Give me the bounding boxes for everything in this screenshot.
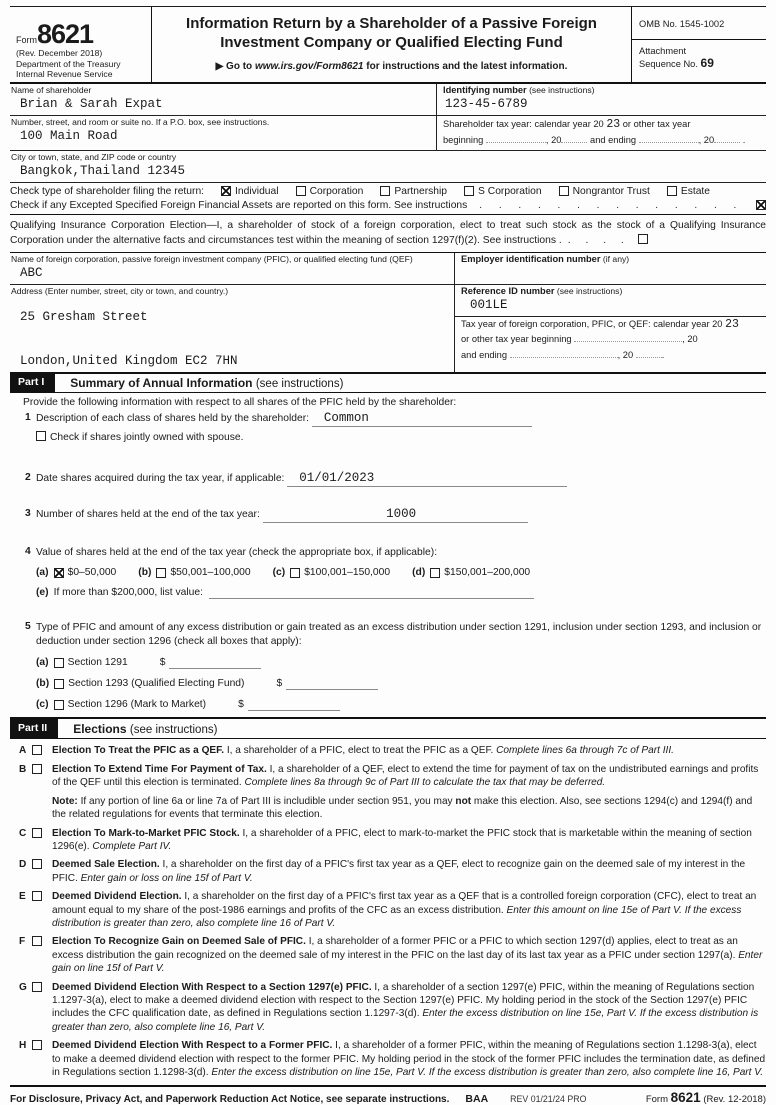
line5c-dollar-sign: $ [238,699,244,710]
fc-trailing-period: . [661,349,665,360]
qic-election-paragraph [10,215,766,253]
foreign-corp-name-label: Name of foreign corporation, passive foreign investment company (PFIC), or qualified electing fund (QEF) [11,253,413,264]
line4c-key: (c) [272,567,286,578]
line2 [10,472,766,487]
shareholder-street-row [10,116,766,151]
comma-20-b: , 20 [698,134,715,145]
identifying-number-field[interactable]: 123-45-6789 [445,96,528,111]
election-d-checkbox[interactable] [32,859,42,869]
election-a-text [52,744,766,758]
line5 [10,621,766,712]
part1-title-bold: Summary of Annual Information [70,376,256,390]
line4-option-a[interactable] [54,566,117,580]
election-f-letter: F [19,936,26,948]
shareholder-name-label: Name of shareholder [11,84,92,95]
foreign-corp-taxyear-label: Tax year of foreign corporation, PFIC, or QEF: calendar year 20 [461,318,723,329]
election-h-checkbox[interactable] [32,1040,42,1050]
reference-id-label-bold: Reference ID number [461,285,555,296]
foreign-corp-taxyear-cell [455,316,766,365]
line4-option-b[interactable] [156,566,250,580]
reference-id-note: (see instructions) [554,285,623,296]
election-h-title: Deemed Dividend Election With Respect to a Former PFIC. [52,1040,333,1052]
election-a-letter: A [19,744,27,756]
line4b-key: (b) [138,567,152,578]
shareholder-taxyear-label: Shareholder tax year: calendar year 20 [443,118,604,129]
estate-checkbox[interactable] [667,186,677,196]
line5-option-b[interactable] [54,677,244,691]
election-g-letter: G [19,981,27,993]
line3-entry[interactable] [263,508,528,523]
election-a-italic: Complete lines 6a through 7c of Part III. [496,744,674,756]
jointly-owned-checkbox[interactable] [36,431,46,441]
election-f-title: Election To Recognize Gain on Deemed Sale of PFIC. [52,936,306,948]
line2-value: 01/01/2023 [299,471,375,485]
value-range-c-checkbox[interactable] [290,568,300,578]
election-g-italic: Enter the excess distribution on line 15e, Part V. If the excess distribution is greater than zero, also complete line 16, Part V. [52,1008,759,1033]
omb-number: OMB No. 1545-1002 [632,7,766,40]
shareholder-taxyear-dates [443,132,766,148]
line4d-key: (d) [412,567,426,578]
election-d-italic: Enter gain or loss on line 15f of Part V. [80,872,253,884]
other-beginning-label: or other tax year beginning [461,333,572,344]
individual-label: Individual [235,185,279,197]
foreign-corp-other-beginning [461,331,766,347]
election-g-body: I, a shareholder of a section 1297(e) PFIC, within the meaning of Regulations section 1.1297-3(a), elect to make a deemed dividend election with respect to the Section 1297(e) PFIC. My holding period in the stock of the Section 1297(e) PFIC includes the CFC qualification date, as defined in Regulations section 1.1297-3(d). [52,981,755,1020]
election-g-checkbox[interactable] [32,982,42,992]
election-a [10,744,766,758]
part1-label: Part I [10,374,55,393]
line4e-entry[interactable] [209,587,534,599]
election-c-body: I, a shareholder of a PFIC, elect to mark-to-market the PFIC stock that is marketable within the meaning of section 1296(e). [52,827,752,852]
ein-field[interactable] [461,265,766,282]
baa-label: BAA [465,1093,489,1105]
reference-id-field[interactable]: 001LE [470,297,508,312]
footer-form-id [646,1090,766,1105]
note-bold-word: not [455,795,472,807]
street-field[interactable]: 100 Main Road [20,128,118,143]
footer-form-word: Form [645,1094,671,1105]
sequence-label: Sequence No. [639,59,701,69]
election-a-title: Election To Treat the PFIC as a QEF. [52,744,225,756]
value-range-b-label: $50,001–100,000 [170,567,251,578]
election-f-checkbox[interactable] [32,936,42,946]
dot-leaders: . . . . . . . . . . . . . . [479,199,744,211]
election-g [10,981,766,1035]
election-b-italic: Complete lines 8a through 9c of Part III to calculate the tax that may be deferred. [244,777,606,789]
s-corporation-label: S Corporation [478,185,542,197]
note-label: Note: [52,795,78,807]
form-title-line1: Information Return by a Shareholder of a Passive Foreign [186,15,597,32]
election-d-body: I, a shareholder on the first day of a PFIC's first tax year as a QEF, elect to recognize gain on the deemed sale of my interest in the PFIC. [52,859,746,884]
election-c-italic: Complete Part IV. [92,840,172,852]
line5a-dollar-sign: $ [159,657,166,668]
line5-option-a[interactable] [54,656,128,670]
section-1293-checkbox[interactable] [54,679,64,689]
form-revision: (Rev. December 2018) [16,48,103,58]
reference-id-label [461,286,766,297]
line4e-row [36,586,766,600]
nongrantor-trust-label: Nongrantor Trust [572,185,650,197]
filer-option-estate[interactable] [667,186,710,197]
election-e-checkbox[interactable] [32,891,42,901]
identifying-number-label-bold: Identifying number [443,84,527,95]
irs-line: Internal Revenue Service [16,69,113,79]
election-e-title: Deemed Dividend Election. [52,891,182,903]
line1-number: 1 [25,412,31,423]
election-c-title: Election To Mark-to-Market PFIC Stock. [52,827,240,839]
election-g-text [52,981,766,1035]
filer-option-s-corporation[interactable] [464,186,542,197]
value-range-d-label: $150,001–200,000 [444,567,531,578]
part1-subtitle: (see instructions) [255,378,344,390]
part2-bar [10,717,766,739]
sequence-number: 69 [700,56,714,70]
election-f-body: I, a shareholder of a former PFIC or a PFIC to which section 1297(d) applies, elect to treat as an excess distribution the gain recognized on the deemed sale of my interest in the PFIC on the last day of its last tax year as a PFIC under section 1297(a). [52,936,739,961]
filer-type-row [10,183,766,199]
fc-and-ending-label: and ending [461,349,508,360]
election-c-checkbox[interactable] [32,828,42,838]
election-h-italic: Enter the excess distribution on line 15e, Part V. If the excess distribution is greater than zero, also complete line 16, Part V. [211,1067,764,1079]
part2-title-bold: Elections [73,721,130,736]
election-h-body: I, a shareholder of a former PFIC, within the meaning of Regulations section 1.1298-3(a), elect to make a deemed dividend election with respect to the former PFIC. My holding period in the stock of the former PFIC includes the termination date, as defined in Regulations section 1.1298-3(d). [52,1040,766,1079]
filer-type-label: Check type of shareholder filing the return: [10,185,205,197]
line5-option-c-row [36,698,766,712]
line4-text: Value of shares held at the end of the tax year (check the appropriate box, if applicable): [36,547,438,558]
form-number: 8621 [37,19,94,49]
election-g-title: Deemed Dividend Election With Respect to a Section 1297(e) PFIC. [52,981,372,993]
goto-suffix: for instructions and the latest information. [363,61,568,72]
election-c-letter: C [19,827,27,839]
election-b [10,763,766,822]
section-1293-label: Section 1293 (Qualified Electing Fund) [68,678,245,689]
excepted-assets-row [10,199,766,215]
election-c-text [52,827,766,854]
partnership-checkbox[interactable] [380,186,390,196]
line1 [10,412,766,445]
election-d-letter: D [19,859,27,871]
value-range-d-checkbox[interactable] [430,568,440,578]
shareholder-name-field[interactable]: Brian & Sarah Expat [20,96,163,111]
election-c [10,827,766,854]
fc-ending-year-field[interactable] [636,347,662,358]
line1-text: Description of each class of shares held by the shareholder: [36,413,312,424]
ending-year-field[interactable] [714,132,740,143]
form-word: Form [16,35,37,45]
election-e [10,890,766,930]
reference-id-cell [455,285,766,316]
note-post: make this election. Also, see sections 1294(c) and 1294(f) and the related regulations for events that terminate this election. [52,795,753,821]
beginning-date-field[interactable] [486,132,546,143]
address-label: Address (Enter number, street, city or town, and country.) [11,285,229,296]
election-b-checkbox[interactable] [32,764,42,774]
line4-number: 4 [25,546,31,557]
shareholder-taxyear-line [443,117,766,132]
filer-option-corporation[interactable] [296,186,364,197]
corporation-label: Corporation [309,185,364,197]
election-b-title: Election To Extend Time For Payment of Tax. [52,763,267,775]
shareholder-taxyear-suffix: or other tax year [620,118,691,129]
ending-date-field[interactable] [639,132,699,143]
excepted-assets-text: Check if any Excepted Specified Foreign Financial Assets are reported on this form. See instructions [10,199,468,211]
election-d-title: Deemed Sale Election. [52,859,160,871]
qic-text: Qualifying Insurance Corporation Election—I, a shareholder of stock of a foreign corporation, elect to treat such stock as the stock of a Qualifying Insurance Corporation under the alternative facts and circumstances test within the meaning of section 1297(f)(2). See instructions . [10,219,766,246]
form-title-line2: Investment Company or Qualified Electing Fund [220,34,563,51]
fc-beginning-date-field[interactable] [574,331,682,342]
value-range-a-label: $0–50,000 [67,567,117,578]
trailing-period: . [742,134,746,145]
jointly-owned-label: Check if shares jointly owned with spouse. [50,432,244,443]
election-h [10,1039,766,1079]
line1-spouse-row [36,431,766,445]
ein-label [461,254,766,265]
election-h-text [52,1039,766,1079]
part1-bar [10,372,766,394]
foreign-corp-address-row [10,285,766,372]
shareholder-city-row [10,151,766,183]
foreign-corp-taxyear-line [461,318,766,331]
omb-block [632,7,766,82]
attachment-label: Attachment [639,46,687,56]
part2-label: Part II [10,719,58,738]
foreign-corp-taxyear-field[interactable]: 23 [725,317,739,331]
value-range-c-label: $100,001–150,000 [304,567,391,578]
line5-number: 5 [25,621,31,632]
line5b-key: (b) [36,678,50,689]
excepted-assets-checkbox[interactable] [756,200,766,210]
department-line: Department of the Treasury [16,58,121,69]
foreign-corp-and-ending [461,347,766,363]
filer-option-partnership[interactable] [380,186,447,197]
election-h-letter: H [19,1040,27,1052]
line3-value: 1000 [386,507,417,521]
disclosure-notice: For Disclosure, Privacy Act, and Paperwork Reduction Act Notice, see separate instructions. [10,1094,450,1105]
footer-form-rev: (Rev. 12-2018) [700,1094,766,1105]
election-b-note [52,795,766,822]
line4-option-d[interactable] [430,566,530,580]
section-1296-checkbox[interactable] [54,700,64,710]
election-b-text [52,763,766,822]
form-footer [10,1085,766,1105]
section-1293-amount-field[interactable] [286,679,378,690]
shareholder-name-row [10,84,766,116]
city-label: City or town, state, and ZIP code or country [11,151,177,162]
street-label: Number, street, and room or suite no. If a P.O. box, see instructions. [11,116,270,127]
line1-value: Common [323,411,369,425]
election-f-text [52,935,766,975]
beginning-year-field[interactable] [561,132,587,143]
part1-title [55,374,343,393]
beginning-label: beginning [443,134,484,145]
and-ending-label: and ending [590,134,637,145]
line2-text: Date shares acquired during the tax year, if applicable: [36,473,288,484]
identifying-number-label [443,85,766,96]
line5a-key: (a) [36,657,49,668]
footer-form-number: 8621 [670,1090,701,1105]
election-e-body: I, a shareholder on the first day of a PFIC's first tax year as a QEF that is a controlled foreign corporation (CFC), elect to treat an amount equal to my share of the post-1986 earnings and profits of the CFC as an excess distribution. [52,891,757,916]
comma-20-a: , 20 [545,134,562,145]
line4e-text: If more than $200,000, list value: [53,587,203,598]
partnership-label: Partnership [394,185,448,197]
ein-note: (if any) [600,253,630,264]
foreign-corp-name-row [10,253,766,285]
line2-entry[interactable] [287,472,567,487]
address-line1-field[interactable]: 25 Gresham Street [20,309,148,324]
line5c-key: (c) [36,699,49,710]
value-range-b-checkbox[interactable] [156,568,166,578]
identifying-number-note: (see instructions) [526,84,595,95]
section-1291-checkbox[interactable] [54,658,64,668]
shareholder-taxyear-field[interactable]: 23 [606,117,621,131]
fc-comma-20-a: , 20 [682,333,698,344]
part1-intro: Provide the following information with respect to all shares of the PFIC held by the shareholder: [23,397,457,408]
line4e-key: (e) [36,587,49,598]
fc-ending-date-field[interactable] [510,347,618,358]
section-1296-label: Section 1296 (Mark to Market) [67,699,207,710]
election-e-letter: E [19,891,26,903]
election-a-body: I, a shareholder of a PFIC, elect to treat the PFIC as a QEF. [224,744,497,756]
line3-number: 3 [25,508,31,519]
part2-subtitle: (see instructions) [129,723,218,736]
ein-label-bold: Employer identification number [461,253,601,264]
election-d [10,858,766,885]
line4 [10,546,766,600]
election-b-body: I, a shareholder of a QEF, elect to extend the time for payment of tax on the undistributed earnings and profits of the QEF until this election is terminated. [52,763,759,789]
line5b-dollar-sign: $ [276,678,283,689]
qic-checkbox[interactable] [638,234,648,244]
estate-label: Estate [680,185,711,197]
address-line2-field[interactable]: London,United Kingdom EC2 7HN [20,353,238,368]
election-d-text [52,858,766,885]
rev-stamp: REV 01/21/24 PRO [510,1094,587,1105]
election-f-italic: Enter gain on line 15f of Part V. [52,949,763,975]
foreign-corp-name-field[interactable]: ABC [20,265,43,280]
value-range-a-checkbox[interactable] [54,568,64,578]
line3-text: Number of shares held at the end of the tax year: [36,509,263,520]
line1-entry[interactable] [312,412,532,427]
form-header [10,7,766,84]
s-corporation-checkbox[interactable] [464,186,474,196]
section-1291-label: Section 1291 [67,657,128,668]
individual-checkbox[interactable] [221,186,231,196]
city-field[interactable]: Bangkok,Thailand 12345 [20,163,186,178]
line5-option-a-row [36,656,766,670]
election-e-italic: Enter this amount on line 15e of Part V. If the excess distribution is greater than zero, also complete line 16 of Part V. [52,904,742,929]
form-number-block [10,7,152,82]
section-1291-amount-field[interactable] [169,658,261,669]
line3 [10,508,766,523]
line4-options [36,566,766,580]
election-a-checkbox[interactable] [32,745,42,755]
filer-option-nongrantor-trust[interactable] [559,186,650,197]
election-b-letter: B [19,763,27,775]
attachment-sequence [632,40,766,72]
nongrantor-trust-checkbox[interactable] [559,186,569,196]
filer-option-individual[interactable] [221,186,279,197]
qic-dot-leaders: . . . . [567,234,630,246]
corporation-checkbox[interactable] [296,186,306,196]
fc-comma-20-b: , 20 [617,349,634,360]
election-e-text [52,890,766,930]
election-f [10,935,766,975]
form-title-block [152,7,632,82]
line5-option-b-row [36,677,766,691]
arrow-icon: ▶ Go to [215,61,255,72]
line5-text: Type of PFIC and amount of any excess distribution or gain treated as an excess distribution under section 1291, inclusion under section 1293, and inclusion or deduction under section 1296 (check all boxes that apply): [36,622,762,647]
section-1296-amount-field[interactable] [248,700,340,711]
irs-url[interactable]: www.irs.gov/Form8621 [254,61,364,72]
part2-title [58,719,217,738]
line2-number: 2 [25,472,31,483]
line4a-key: (a) [36,567,49,578]
note-pre: If any portion of line 6a or line 7a of Part III is includible under section 951, you may [77,795,456,807]
goto-instructions-line [162,61,621,72]
line4-option-c[interactable] [290,566,390,580]
line5-option-c[interactable] [54,698,207,712]
